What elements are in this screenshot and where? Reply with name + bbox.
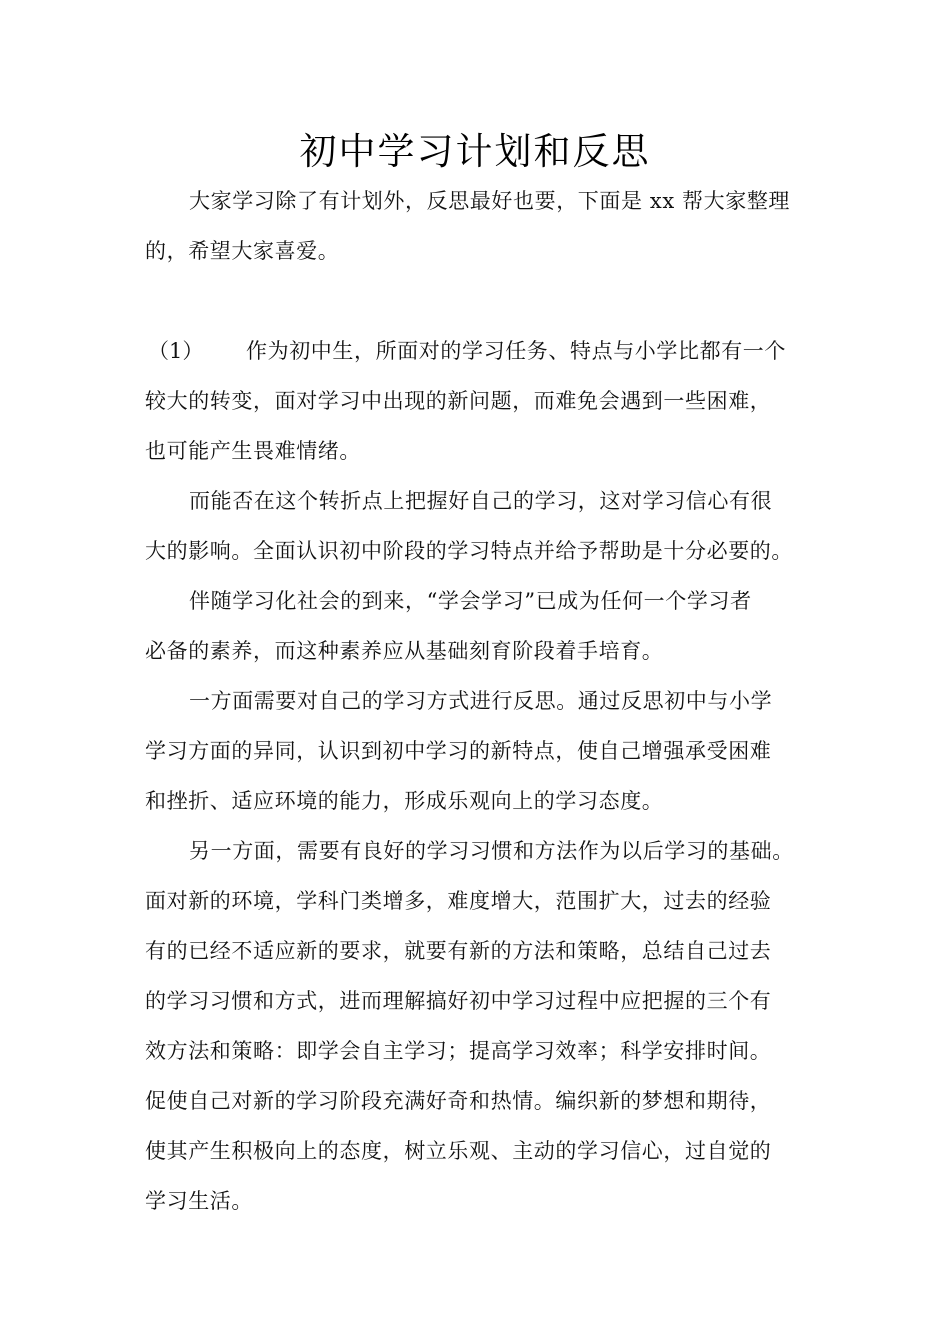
body-line: 也可能产生畏难情绪。 — [145, 439, 361, 463]
body-line: 的学习习惯和方式，进而理解搞好初中学习过程中应把握的三个有 — [145, 989, 772, 1013]
body-line: 效方法和策略：即学会自主学习；提高学习效率；科学安排时间。 — [145, 1039, 772, 1063]
item-number: （1） — [148, 339, 204, 363]
body-line: 作为初中生，所面对的学习任务、特点与小学比都有一个 — [246, 339, 786, 363]
intro-line-1: 大家学习除了有计划外，反思最好也要，下面是 xx 帮大家整理 — [189, 189, 791, 213]
body-line: 使其产生积极向上的态度，树立乐观、主动的学习信心，过自觉的 — [145, 1139, 772, 1163]
body-line: 学习生活。 — [145, 1189, 253, 1213]
body-line: 和挫折、适应环境的能力，形成乐观向上的学习态度。 — [145, 789, 664, 813]
body-line: 大的影响。全面认识初中阶段的学习特点并给予帮助是十分必要的。 — [145, 539, 793, 563]
body-line: 必备的素养，而这种素养应从基础刻育阶段着手培育。 — [145, 639, 664, 663]
body-line: 另一方面，需要有良好的学习习惯和方法作为以后学习的基础。 — [189, 839, 794, 863]
intro-line-2: 的，希望大家喜爱。 — [145, 239, 340, 263]
body-line: 促使自己对新的学习阶段充满好奇和热情。编织新的梦想和期待， — [145, 1089, 772, 1113]
body-line: 伴随学习化社会的到来，“学会学习”已成为任何一个学习者 — [189, 589, 752, 613]
body-line: 一方面需要对自己的学习方式进行反思。通过反思初中与小学 — [189, 689, 773, 713]
document-title: 初中学习计划和反思 — [299, 130, 651, 173]
body-line: 学习方面的异同，认识到初中学习的新特点，使自己增强承受困难 — [145, 739, 772, 763]
body-line: 有的已经不适应新的要求，就要有新的方法和策略，总结自己过去 — [145, 939, 772, 963]
body-line: 而能否在这个转折点上把握好自己的学习，这对学习信心有很 — [189, 489, 773, 513]
body-line: 面对新的环境，学科门类增多，难度增大，范围扩大，过去的经验 — [145, 889, 772, 913]
body-line: 较大的转变，面对学习中出现的新问题，而难免会遇到一些困难， — [145, 389, 772, 413]
